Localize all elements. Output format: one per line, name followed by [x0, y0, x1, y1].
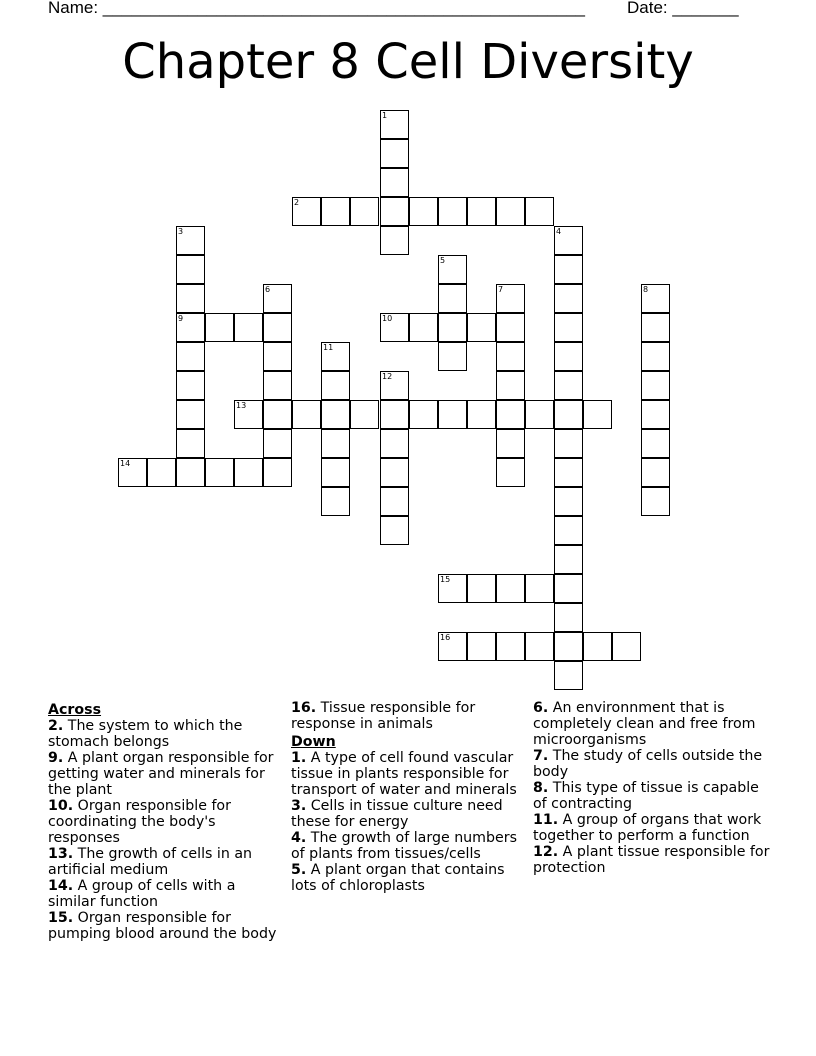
crossword-cell[interactable] — [176, 255, 205, 284]
page-title: Chapter 8 Cell Diversity — [122, 34, 694, 90]
header — [0, 0, 816, 24]
crossword-cell[interactable] — [380, 226, 409, 255]
crossword-cell[interactable] — [438, 342, 467, 371]
crossword-cell[interactable] — [176, 313, 205, 342]
crossword-cell[interactable] — [554, 661, 583, 690]
clue-number-1: 1 — [382, 111, 388, 120]
crossword-cell[interactable] — [583, 632, 612, 661]
crossword-cell[interactable] — [438, 632, 467, 661]
crossword-cell[interactable] — [321, 429, 350, 458]
crossword-cell[interactable] — [438, 313, 467, 342]
crossword-cell[interactable] — [380, 371, 409, 400]
clue-column-3 — [533, 700, 773, 876]
crossword-cell[interactable] — [496, 429, 525, 458]
crossword-cell[interactable] — [176, 342, 205, 371]
crossword-cell[interactable] — [263, 400, 292, 429]
crossword-cell[interactable] — [554, 574, 583, 603]
crossword-cell[interactable] — [118, 458, 147, 487]
crossword-cell[interactable] — [496, 342, 525, 371]
clue-number-11: 11 — [323, 343, 334, 352]
crossword-cell[interactable] — [641, 458, 670, 487]
crossword-cell[interactable] — [438, 255, 467, 284]
crossword-cell[interactable] — [496, 458, 525, 487]
crossword-cell[interactable] — [496, 284, 525, 313]
crossword-cell[interactable] — [263, 458, 292, 487]
crossword-cell[interactable] — [525, 574, 554, 603]
crossword-cell[interactable] — [641, 487, 670, 516]
clue-across-13: 13. The growth of cells in an artificial medium — [48, 846, 253, 878]
crossword-cell[interactable] — [554, 342, 583, 371]
crossword-cell[interactable] — [205, 458, 234, 487]
crossword-cell[interactable] — [554, 487, 583, 516]
crossword-cell[interactable] — [176, 371, 205, 400]
crossword-cell[interactable] — [554, 516, 583, 545]
crossword-cell[interactable] — [205, 313, 234, 342]
crossword-cell[interactable] — [350, 197, 379, 226]
crossword-cell[interactable] — [380, 197, 409, 226]
crossword-cell[interactable] — [176, 458, 205, 487]
clue-number-14: 14 — [120, 459, 131, 468]
crossword-cell[interactable] — [641, 400, 670, 429]
crossword-cell[interactable] — [234, 400, 263, 429]
clue-down-8: 8. This type of tissue is capable of contracting — [533, 780, 759, 812]
crossword-cell[interactable] — [467, 313, 496, 342]
crossword-cell[interactable] — [554, 313, 583, 342]
crossword-cell[interactable] — [554, 226, 583, 255]
crossword-cell[interactable] — [292, 197, 321, 226]
crossword-cell[interactable] — [321, 197, 350, 226]
crossword-cell[interactable] — [525, 632, 554, 661]
crossword-cell[interactable] — [321, 487, 350, 516]
clue-down-6: 6. An environnment that is completely clean and free from microorganisms — [533, 700, 756, 748]
crossword-cell[interactable] — [641, 284, 670, 313]
clue-across-2: 2. The system to which the stomach belongs — [48, 718, 243, 750]
clue-across-15: 15. Organ responsible for pumping blood around the body — [48, 910, 277, 942]
clue-across-16: 16. Tissue responsible for response in animals — [291, 700, 476, 732]
clue-down-11: 11. A group of organs that work together to perform a function — [533, 812, 762, 844]
crossword-cell[interactable] — [380, 168, 409, 197]
crossword-cell[interactable] — [583, 400, 612, 429]
crossword-cell[interactable] — [438, 284, 467, 313]
crossword-cell[interactable] — [380, 110, 409, 139]
crossword-cell[interactable] — [263, 284, 292, 313]
crossword-cell[interactable] — [321, 400, 350, 429]
crossword-cell[interactable] — [263, 371, 292, 400]
crossword-cell[interactable] — [380, 313, 409, 342]
crossword-cell[interactable] — [496, 197, 525, 226]
clue-number-3: 3 — [178, 227, 184, 236]
crossword-cell[interactable] — [292, 400, 321, 429]
crossword-cell[interactable] — [467, 400, 496, 429]
name-field-label[interactable]: Name: ___________________________________________________ — [48, 0, 585, 17]
crossword-cell[interactable] — [496, 400, 525, 429]
clue-column-2 — [291, 700, 527, 894]
crossword-cell[interactable] — [641, 429, 670, 458]
clue-down-3: 3. Cells in tissue culture need these for energy — [291, 798, 503, 830]
clue-down-4: 4. The growth of large numbers of plants from tissues/cells — [291, 830, 517, 862]
crossword-cell[interactable] — [409, 197, 438, 226]
clue-down-7: 7. The study of cells outside the body — [533, 748, 763, 780]
clue-down-5: 5. A plant organ that contains lots of chloroplasts — [291, 862, 505, 894]
clue-across-9: 9. A plant organ responsible for getting water and minerals for the plant — [48, 750, 274, 798]
clue-number-6: 6 — [265, 285, 271, 294]
across-heading: Across — [48, 702, 102, 718]
clue-number-4: 4 — [556, 227, 562, 236]
clue-number-9: 9 — [178, 314, 184, 323]
crossword-cell[interactable] — [321, 458, 350, 487]
clue-down-1: 1. A type of cell found vascular tissue in plants responsible for transport of water and minerals — [291, 750, 517, 798]
crossword-cell[interactable] — [467, 197, 496, 226]
crossword-cell[interactable] — [263, 342, 292, 371]
crossword-cell[interactable] — [380, 516, 409, 545]
crossword-cell[interactable] — [467, 574, 496, 603]
clue-column-1 — [48, 700, 284, 942]
clue-number-10: 10 — [382, 314, 393, 323]
crossword-cell[interactable] — [234, 313, 263, 342]
crossword-cell[interactable] — [525, 400, 554, 429]
crossword-cell[interactable] — [554, 458, 583, 487]
crossword-cell[interactable] — [176, 284, 205, 313]
crossword-cell[interactable] — [409, 313, 438, 342]
crossword-cell[interactable] — [525, 197, 554, 226]
crossword-cell[interactable] — [554, 545, 583, 574]
crossword-cell[interactable] — [263, 313, 292, 342]
crossword-cell[interactable] — [176, 226, 205, 255]
crossword-cell[interactable] — [147, 458, 176, 487]
clue-number-12: 12 — [382, 372, 393, 381]
crossword-cell[interactable] — [612, 632, 641, 661]
crossword-cell[interactable] — [380, 429, 409, 458]
crossword-cell[interactable] — [641, 371, 670, 400]
crossword-cell[interactable] — [554, 603, 583, 632]
crossword-cell[interactable] — [176, 400, 205, 429]
crossword-cell[interactable] — [409, 400, 438, 429]
clue-number-2: 2 — [294, 198, 300, 207]
crossword-cell[interactable] — [467, 632, 496, 661]
crossword-cell[interactable] — [350, 400, 379, 429]
crossword-cell[interactable] — [554, 632, 583, 661]
crossword-cell[interactable] — [380, 139, 409, 168]
crossword-cell[interactable] — [554, 429, 583, 458]
date-field-label[interactable]: Date: _______ — [627, 0, 739, 17]
crossword-cell[interactable] — [438, 197, 467, 226]
clue-across-10: 10. Organ responsible for coordinating the body's responses — [48, 798, 231, 846]
crossword-cell[interactable] — [554, 255, 583, 284]
clue-number-15: 15 — [440, 575, 451, 584]
crossword-cell[interactable] — [438, 400, 467, 429]
crossword-cell[interactable] — [496, 313, 525, 342]
crossword-cell[interactable] — [321, 371, 350, 400]
crossword-cell[interactable] — [263, 429, 292, 458]
crossword-cell[interactable] — [496, 371, 525, 400]
crossword-cell[interactable] — [641, 342, 670, 371]
crossword-cell[interactable] — [554, 284, 583, 313]
clue-number-7: 7 — [498, 285, 504, 294]
crossword-cell[interactable] — [380, 458, 409, 487]
crossword-cell[interactable] — [380, 400, 409, 429]
crossword-cell[interactable] — [554, 371, 583, 400]
clue-down-12: 12. A plant tissue responsible for protection — [533, 844, 770, 876]
crossword-cell[interactable] — [321, 342, 350, 371]
crossword-cell[interactable] — [380, 487, 409, 516]
clue-number-13: 13 — [236, 401, 247, 410]
crossword-cell[interactable] — [554, 400, 583, 429]
clue-number-5: 5 — [440, 256, 446, 265]
crossword-cell[interactable] — [496, 574, 525, 603]
clue-number-16: 16 — [440, 633, 451, 642]
crossword-cell[interactable] — [234, 458, 263, 487]
clue-number-8: 8 — [643, 285, 649, 294]
crossword-cell[interactable] — [438, 574, 467, 603]
crossword-cell[interactable] — [641, 313, 670, 342]
down-heading: Down — [291, 734, 336, 750]
crossword-cell[interactable] — [496, 632, 525, 661]
clue-across-14: 14. A group of cells with a similar function — [48, 878, 236, 910]
crossword-cell[interactable] — [176, 429, 205, 458]
